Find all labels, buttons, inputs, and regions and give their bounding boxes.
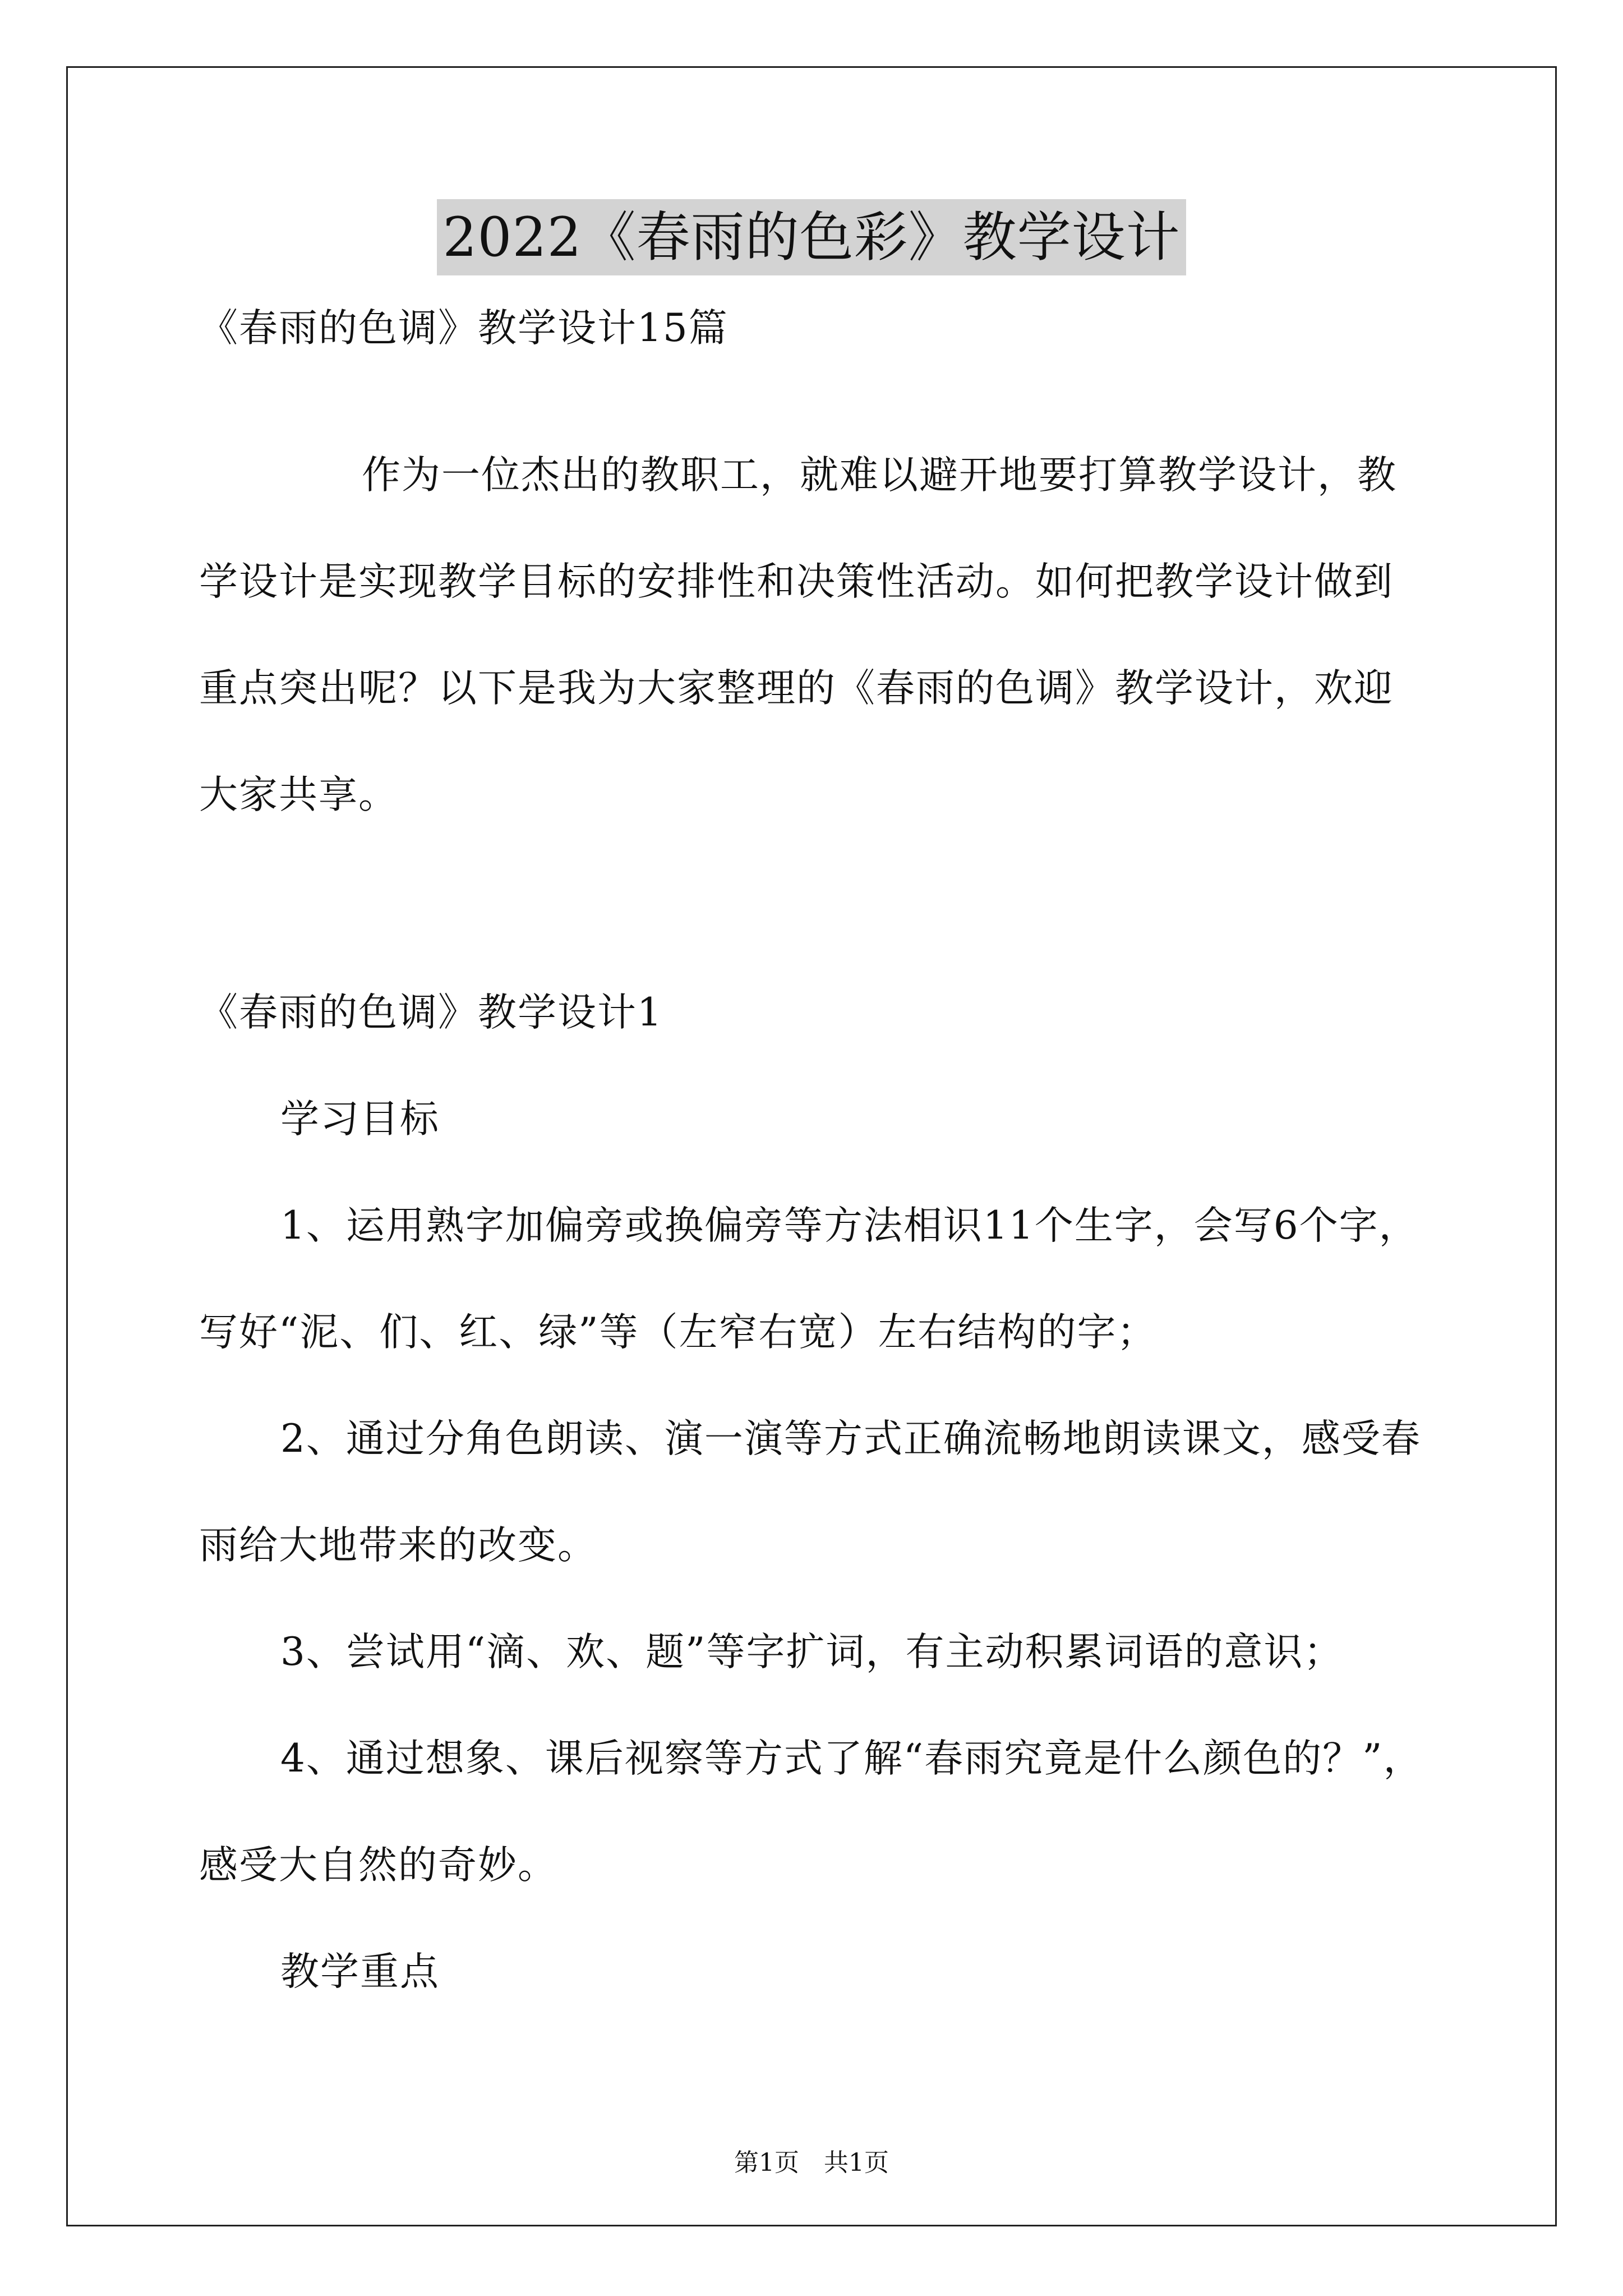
subheading-learning-goals: 学习目标 — [280, 1097, 440, 1142]
section-heading: 《春雨的色调》教学设计1 — [199, 990, 663, 1035]
paragraph-line: 1、运用熟字加偏旁或换偏旁等方法相识11个生字，会写6个字， — [280, 1203, 1419, 1248]
paragraph-line: 学设计是实现教学目标的安排性和决策性活动。如何把教学设计做到 — [199, 559, 1394, 604]
paragraph-line: 重点突出呢？以下是我为大家整理的《春雨的色调》教学设计，欢迎 — [199, 666, 1394, 711]
paragraph-line: 4、通过想象、课后视察等方式了解“春雨究竟是什么颜色的？”， — [280, 1736, 1423, 1781]
subheading-teaching-focus: 教学重点 — [280, 1949, 440, 1994]
subtitle-line: 《春雨的色调》教学设计15篇 — [199, 306, 728, 351]
document-title: 2022《春雨的色彩》教学设计 — [437, 199, 1186, 275]
paragraph-line: 感受大自然的奇妙。 — [199, 1843, 557, 1888]
paragraph-line: 2、通过分角色朗读、演一演等方式正确流畅地朗读课文，感受春 — [280, 1416, 1421, 1461]
page-border — [66, 66, 1557, 2226]
page-footer: 第1页 共1页 — [734, 2148, 889, 2177]
paragraph-line: 3、尝试用“滴、欢、题”等字扩词，有主动积累词语的意识； — [280, 1630, 1344, 1674]
paragraph-line: 大家共享。 — [199, 772, 398, 817]
title-container — [0, 199, 1623, 275]
paragraph-line: 写好“泥、们、红、绿”等（左窄右宽）左右结构的字； — [199, 1310, 1157, 1355]
paragraph-line: 作为一位杰出的教职工，就难以避开地要打算教学设计，教 — [362, 453, 1397, 498]
paragraph-line: 雨给大地带来的改变。 — [199, 1523, 597, 1568]
